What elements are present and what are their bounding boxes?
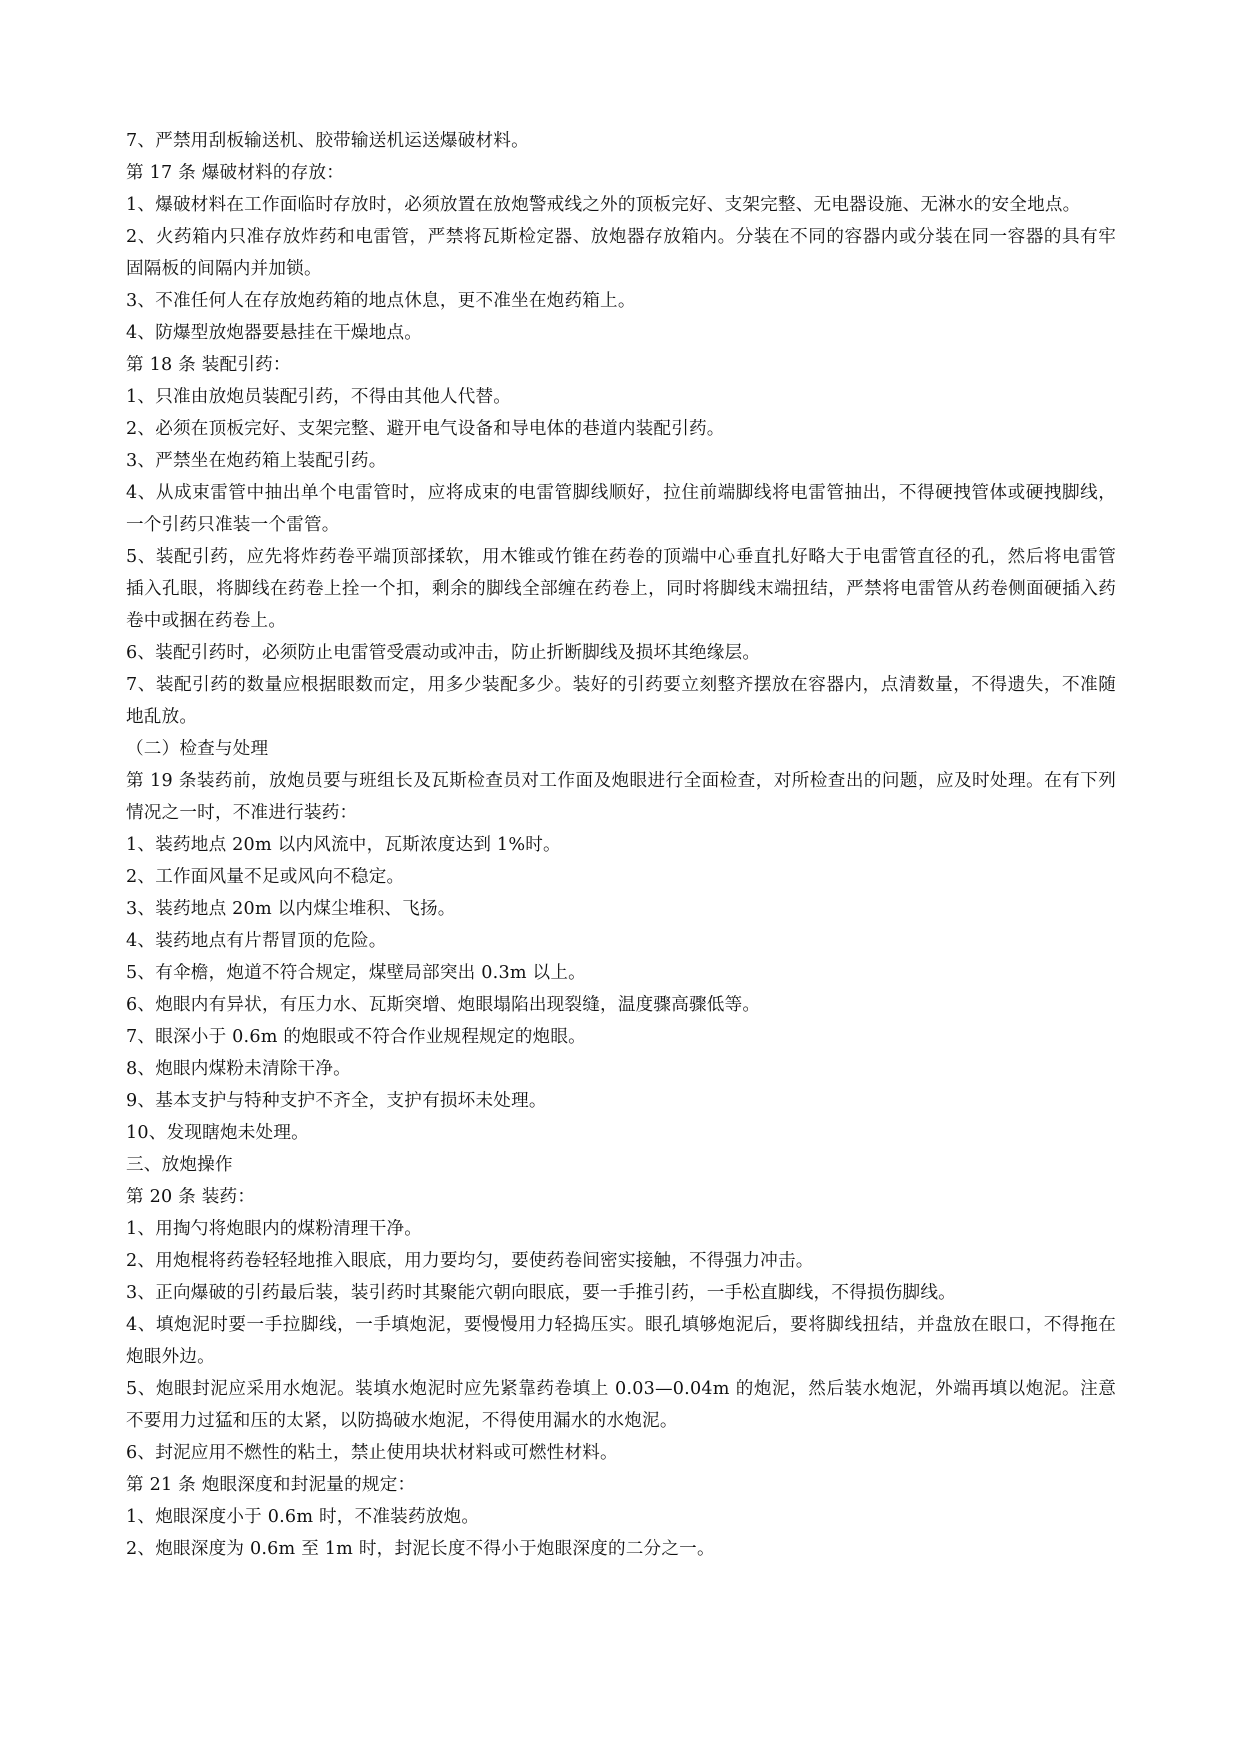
paragraph: 2、火药箱内只准存放炸药和电雷管，严禁将瓦斯检定器、放炮器存放箱内。分装在不同的容器内或分装在同一容器的具有牢固隔板的间隔内并加锁。 [126, 227, 1116, 279]
paragraph: 4、防爆型放炮器要悬挂在干燥地点。 [126, 323, 423, 343]
paragraph: 1、炮眼深度小于 0.6m 时，不准装药放炮。 [126, 1507, 480, 1527]
paragraph: 3、装药地点 20m 以内煤尘堆积、飞扬。 [126, 899, 456, 919]
section-heading: 第 20 条 装药： [126, 1187, 256, 1207]
paragraph: 4、装药地点有片帮冒顶的危险。 [126, 931, 387, 951]
paragraph: 3、正向爆破的引药最后装，装引药时其聚能穴朝向眼底，要一手推引药，一手松直脚线，不得损伤脚线。 [126, 1283, 956, 1303]
paragraph: 2、工作面风量不足或风向不稳定。 [126, 867, 405, 887]
paragraph: 4、填炮泥时要一手拉脚线，一手填炮泥，要慢慢用力轻捣压实。眼孔填够炮泥后，要将脚线扭结，并盘放在眼口，不得拖在炮眼外边。 [126, 1315, 1116, 1367]
paragraph: 6、封泥应用不燃性的粘土，禁止使用块状材料或可燃性材料。 [126, 1443, 618, 1463]
paragraph: 5、有伞檐，炮道不符合规定，煤壁局部突出 0.3m 以上。 [126, 963, 586, 983]
paragraph: 7、眼深小于 0.6m 的炮眼或不符合作业规程规定的炮眼。 [126, 1027, 586, 1047]
paragraph: 5、装配引药，应先将炸药卷平端顶部揉软，用木锥或竹锥在药卷的顶端中心垂直扎好略大于电雷管直径的孔，然后将电雷管插入孔眼，将脚线在药卷上拴一个扣，剩余的脚线全部缠在药卷上，同时将脚线末端扭结，严禁将电雷管从药卷侧面硬插入药卷中或捆在药卷上。 [126, 547, 1116, 631]
paragraph: 6、装配引药时，必须防止电雷管受震动或冲击，防止折断脚线及损坏其绝缘层。 [126, 643, 761, 663]
paragraph: 1、只准由放炮员装配引药，不得由其他人代替。 [126, 387, 512, 407]
paragraph: 8、炮眼内煤粉未清除干净。 [126, 1059, 351, 1079]
paragraph: 7、装配引药的数量应根据眼数而定，用多少装配多少。装好的引药要立刻整齐摆放在容器内，点清数量，不得遗失，不准随地乱放。 [126, 675, 1116, 727]
document-page [126, 125, 1116, 1565]
paragraph: 第 19 条装药前，放炮员要与班组长及瓦斯检查员对工作面及炮眼进行全面检查，对所检查出的问题，应及时处理。在有下列情况之一时，不准进行装药： [126, 771, 1116, 823]
section-heading: 第 17 条 爆破材料的存放： [126, 163, 345, 183]
paragraph: 3、不准任何人在存放炮药箱的地点休息，更不准坐在炮药箱上。 [126, 291, 636, 311]
section-heading: 第 21 条 炮眼深度和封泥量的规定： [126, 1475, 416, 1495]
paragraph: 9、基本支护与特种支护不齐全，支护有损坏未处理。 [126, 1091, 547, 1111]
paragraph: 7、严禁用刮板输送机、胶带输送机运送爆破材料。 [126, 131, 529, 151]
paragraph: 2、炮眼深度为 0.6m 至 1m 时，封泥长度不得小于炮眼深度的二分之一。 [126, 1539, 715, 1559]
paragraph: 1、用掏勺将炮眼内的煤粉清理干净。 [126, 1219, 423, 1239]
paragraph: 6、炮眼内有异状，有压力水、瓦斯突增、炮眼塌陷出现裂缝，温度骤高骤低等。 [126, 995, 761, 1015]
section-heading: 第 18 条 装配引药： [126, 355, 291, 375]
paragraph: 4、从成束雷管中抽出单个电雷管时，应将成束的电雷管脚线顺好，拉住前端脚线将电雷管抽出，不得硬拽管体或硬拽脚线，一个引药只准装一个雷管。 [126, 483, 1116, 535]
paragraph: 2、必须在顶板完好、支架完整、避开电气设备和导电体的巷道内装配引药。 [126, 419, 725, 439]
paragraph: 10、发现瞎炮未处理。 [126, 1123, 309, 1143]
paragraph: 1、装药地点 20m 以内风流中，瓦斯浓度达到 1%时。 [126, 835, 561, 855]
paragraph: 1、爆破材料在工作面临时存放时，必须放置在放炮警戒线之外的顶板完好、支架完整、无电器设施、无淋水的安全地点。 [126, 195, 1081, 215]
paragraph: 3、严禁坐在炮药箱上装配引药。 [126, 451, 387, 471]
paragraph: 2、用炮棍将药卷轻轻地推入眼底，用力要均匀，要使药卷间密实接触，不得强力冲击。 [126, 1251, 814, 1271]
paragraph: 5、炮眼封泥应采用水炮泥。装填水炮泥时应先紧靠药卷填上 0.03—0.04m 的炮泥，然后装水炮泥，外端再填以炮泥。注意不要用力过猛和压的太紧，以防捣破水炮泥，不得使用漏水的水炮泥。 [126, 1379, 1116, 1431]
chapter-heading: 三、放炮操作 [126, 1155, 233, 1175]
subsection-heading: （二）检查与处理 [126, 739, 269, 759]
